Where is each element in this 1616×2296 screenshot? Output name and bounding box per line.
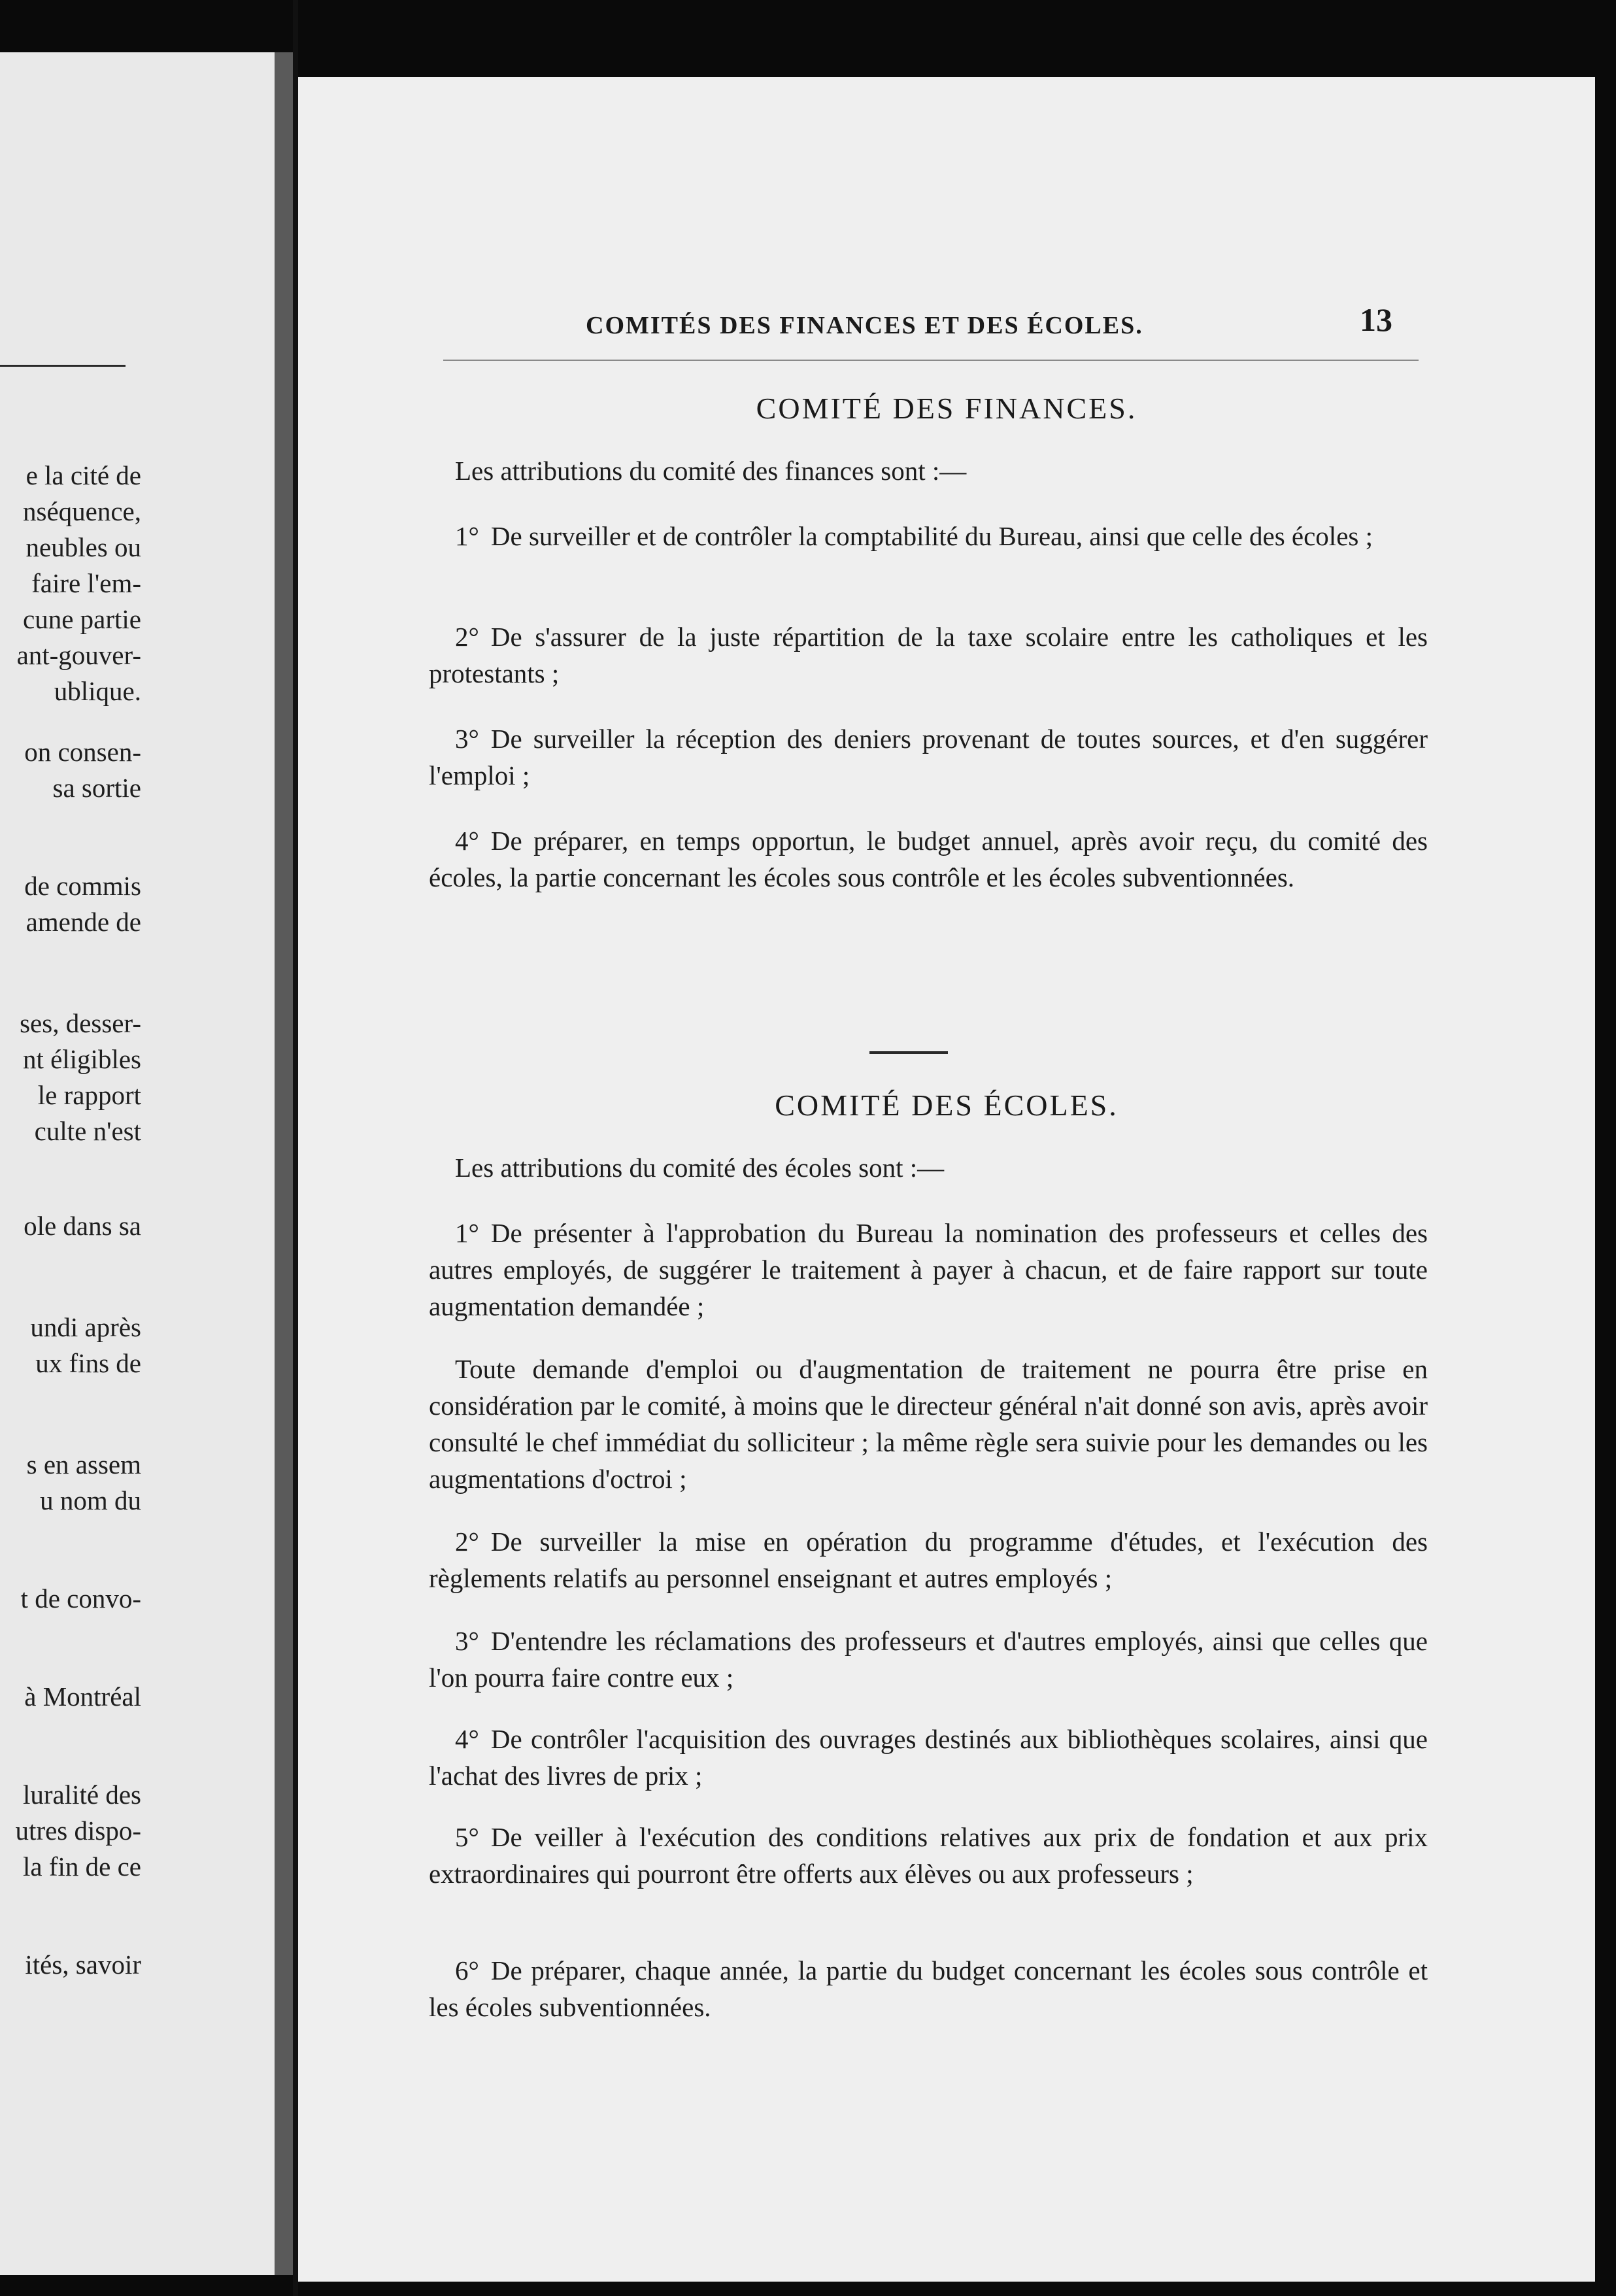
item-text: D'entendre les réclamations des professeurs et d'autres employés, ainsi que celles que l'on pourra faire contre eux ;	[429, 1626, 1428, 1693]
left-line: ités, savoir	[25, 1950, 141, 1980]
item-text: De veiller à l'exécution des conditions relatives aux prix de fondation et aux prix extraordinaires qui pourront être offerts aux élèves ou aux professeurs ;	[429, 1822, 1428, 1889]
left-line: e la cité de	[25, 460, 141, 490]
ecoles-intro: Les attributions du comité des écoles sont :—	[455, 1153, 945, 1183]
section-divider	[869, 1051, 948, 1054]
left-line: undi après	[30, 1312, 141, 1342]
ecoles-item-3	[429, 1623, 1428, 1696]
ecoles-item-1	[429, 1215, 1428, 1325]
finances-intro: Les attributions du comité des finances sont :—	[455, 456, 967, 486]
left-line: la fin de ce	[23, 1851, 141, 1882]
item-number: 3°	[455, 1626, 479, 1656]
finances-item-1	[429, 518, 1428, 554]
left-line: ublique.	[54, 676, 141, 706]
item-text: De s'assurer de la juste répartition de la taxe scolaire entre les catholiques et les protestants ;	[429, 622, 1428, 688]
section-title-finances: COMITÉ DES FINANCES.	[756, 392, 1137, 425]
left-line: on consen-	[24, 737, 141, 767]
left-line: ux fins de	[35, 1348, 141, 1378]
finances-item-2	[429, 618, 1428, 692]
section-title-ecoles: COMITÉ DES ÉCOLES.	[775, 1089, 1119, 1122]
left-line: neubles ou	[25, 532, 141, 562]
left-line: le rapport	[37, 1080, 141, 1110]
running-header: COMITÉS DES FINANCES ET DES ÉCOLES.	[586, 312, 1143, 339]
ecoles-item-6	[429, 1952, 1428, 2025]
finances-item-3	[429, 720, 1428, 794]
item-text: De surveiller et de contrôler la comptabilité du Bureau, ainsi que celle des écoles ;	[490, 521, 1373, 551]
item-number: 1°	[455, 1218, 479, 1248]
left-line: t de convo-	[20, 1583, 141, 1613]
item-text: De préparer, chaque année, la partie du budget concernant les écoles sous contrôle et les écoles subventionnées.	[429, 1955, 1428, 2022]
item-number: 2°	[455, 622, 479, 652]
item-text: De surveiller la réception des deniers provenant de toutes sources, et d'en suggérer l'emploi ;	[429, 724, 1428, 790]
left-line: u nom du	[40, 1485, 141, 1515]
finances-item-4	[429, 822, 1428, 896]
left-line: utres dispo-	[15, 1815, 141, 1846]
left-line: s en assem	[26, 1449, 141, 1479]
previous-page-fragment	[0, 52, 275, 2275]
item-number: 2°	[455, 1527, 479, 1557]
ecoles-item-4	[429, 1721, 1428, 1794]
item-text: De surveiller la mise en opération du programme d'études, et l'exécution des règlements relatifs au personnel enseignant et autres employés ;	[429, 1527, 1428, 1593]
left-line: nséquence,	[23, 496, 141, 526]
left-line: culte n'est	[34, 1116, 141, 1146]
left-line: faire l'em-	[31, 568, 141, 598]
binding-gutter	[275, 52, 293, 2275]
left-line: sa sortie	[52, 773, 141, 803]
left-line: amende de	[25, 907, 141, 937]
left-line: de commis	[24, 871, 141, 901]
item-number: 3°	[455, 724, 479, 754]
header-rule	[443, 360, 1419, 361]
item-text: De contrôler l'acquisition des ouvrages destinés aux bibliothèques scolaires, ainsi que l'achat des livres de prix ;	[429, 1724, 1428, 1791]
item-text: De présenter à l'approbation du Bureau la nomination des professeurs et celles des autres employés, de suggérer le traitement à payer à chacun, et de faire rapport sur toute augmentation demandée ;	[429, 1218, 1428, 1321]
left-line: ses, desser-	[20, 1008, 141, 1038]
page-number: 13	[1360, 301, 1392, 338]
item-number: 6°	[455, 1955, 479, 1985]
page	[298, 77, 1595, 2282]
left-line: ant-gouver-	[16, 640, 141, 670]
item-text: De préparer, en temps opportun, le budget annuel, après avoir reçu, du comité des écoles, la partie concernant les écoles sous contrôle et les écoles subventionnées.	[429, 826, 1428, 892]
left-line: nt éligibles	[22, 1044, 141, 1074]
binding-edge	[293, 0, 298, 2296]
item-number: 5°	[455, 1822, 479, 1852]
item-number: 1°	[455, 521, 479, 551]
left-line: luralité des	[22, 1780, 141, 1810]
ecoles-note: Toute demande d'emploi ou d'augmentation de traitement ne pourra être prise en considération par le comité, à moins que le directeur général n'ait donné son avis, après avoir consulté le chef immédiat du solliciteur ; la même règle sera suivie pour les demandes ou les augmentations d'octroi ;	[429, 1354, 1428, 1494]
item-number: 4°	[455, 1724, 479, 1754]
left-line: ole dans sa	[24, 1211, 141, 1241]
item-number: 4°	[455, 826, 479, 856]
left-line: à Montréal	[24, 1681, 141, 1712]
left-line: cune partie	[23, 604, 141, 634]
ecoles-item-5	[429, 1819, 1428, 1892]
ecoles-item-2	[429, 1523, 1428, 1596]
left-page-rule	[0, 365, 126, 367]
